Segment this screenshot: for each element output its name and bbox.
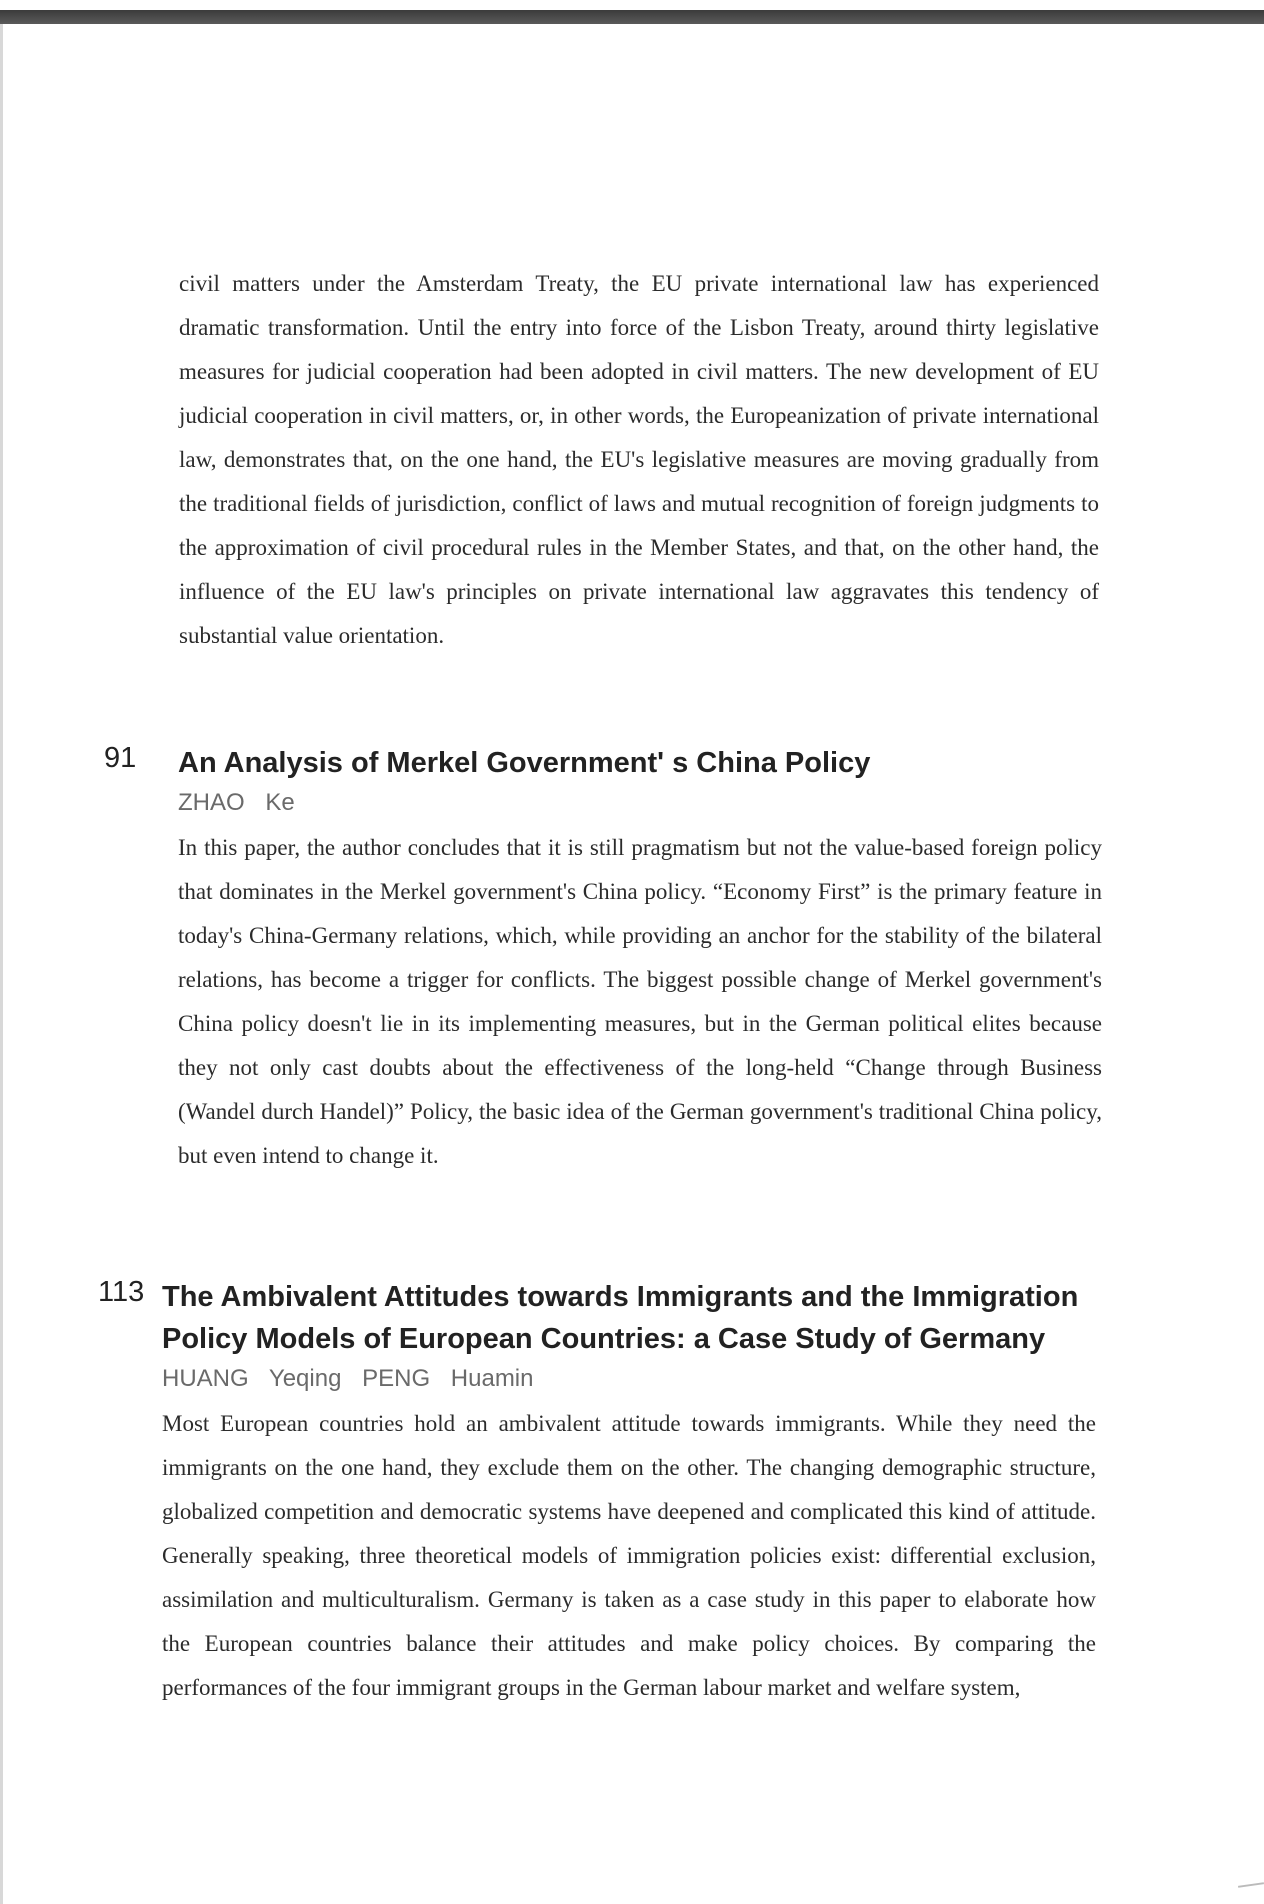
article-title: The Ambivalent Attitudes towards Immigrants and the Immigration Policy Models of European Countries: a Case Study of Germany [162, 1281, 1079, 1355]
article-body [178, 742, 1102, 1178]
article-title: An Analysis of Merkel Government' s China Policy [178, 747, 871, 779]
scan-top-border [0, 10, 1264, 24]
article-abstract: In this paper, the author concludes that it is still pragmatism but not the value-based foreign policy that dominates in the Merkel government's China policy. “Economy First” is the primary feature in today's China-Germany relations, which, while providing an anchor for the stability of the bilateral relations, has become a trigger for conflicts. The biggest possible change of Merkel government's China policy doesn't lie in its implementing measures, but in the German political elites because they not only cast doubts about the effectiveness of the long-held “Change through Business (Wandel durch Handel)” Policy, the basic idea of the German government's traditional China policy, but even intend to change it. [178, 835, 1102, 1168]
intro-paragraph: civil matters under the Amsterdam Treaty, the EU private international law has experienced dramatic transformation. Until the entry into force of the Lisbon Treaty, around thirty legislative measures for judicial cooperation had been adopted in civil matters. The new development of EU judicial cooperation in civil matters, or, in other words, the Europeanization of private international law, demonstrates that, on the one hand, the EU's legislative measures are moving gradually from the traditional fields of jurisdiction, conflict of laws and mutual recognition of foreign judgments to the approximation of civil procedural rules in the Member States, and that, on the other hand, the influence of the EU law's principles on private international law aggravates this tendency of substantial value orientation. [179, 271, 1099, 648]
scan-left-edge [0, 24, 3, 1904]
article-page-number: 113 [98, 1276, 145, 1308]
article-page-number: 91 [104, 742, 137, 774]
scan-corner-mark [1238, 1882, 1264, 1888]
article-body [162, 1276, 1096, 1710]
article-authors: HUANG Yeqing PENG Huamin [162, 1365, 534, 1392]
intro-paragraph-block [179, 262, 1099, 658]
article-abstract: Most European countries hold an ambivalent attitude towards immigrants. While they need the immigrants on the one hand, they exclude them on the other. The changing demographic structure, globalized competition and democratic systems have deepened and complicated this kind of attitude. Generally speaking, three theoretical models of immigration policies exist: differential exclusion, assimilation and multiculturalism. Germany is taken as a case study in this paper to elaborate how the European countries balance their attitudes and make policy choices. By comparing the performances of the four immigrant groups in the German labour market and welfare system, [162, 1411, 1096, 1700]
article-authors: ZHAO Ke [178, 789, 295, 816]
